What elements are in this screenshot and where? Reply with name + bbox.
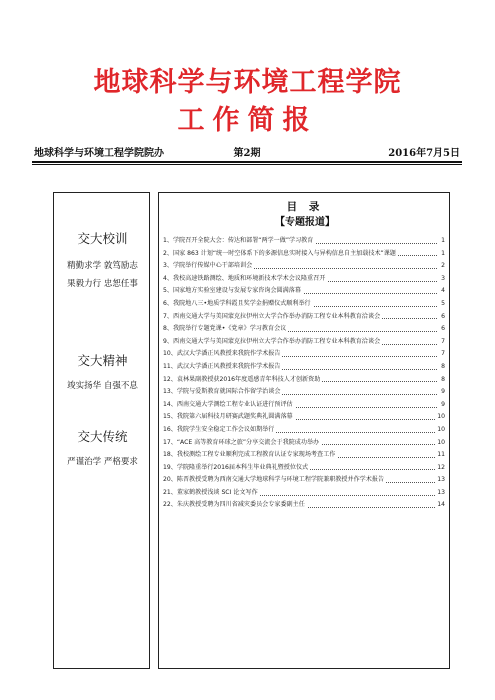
issue-date: 2016年7月5日 [388,148,460,159]
toc-page-number: 14 [437,501,445,509]
toc-page-number: 8 [441,362,445,370]
toc-item[interactable]: 13、学院与爱斯教育就国际合作留学治谈会 9 [163,388,445,396]
college-title: 地球科学与环境工程学院 [93,67,402,98]
toc-item[interactable]: 6、我院地八三•地质学科霞且奖学金捐赠仪式顺利举行 5 [163,299,445,307]
toc-title: 目 录 [286,201,324,213]
bulletin-title: 工作简报 [177,105,318,136]
spirit-heading: 交大精神 [77,353,128,368]
toc-item[interactable]: 22、朱庆教授受聘为四川省减灾委员会专家委副主任 14 [163,501,445,509]
issuing-office: 地球科学与环境工程学院院办 [34,148,164,159]
issue-number: 第2期 [233,148,261,159]
toc-item[interactable]: 16、我院学生安全稳定工作会议如期举行 10 [163,425,445,433]
toc-item[interactable]: 4、我校高速铁路测绘、地质和环境新技术学术会议隆重召开 3 [163,274,445,282]
spirit-line: 竣实扬华 自强不息 [67,381,138,391]
toc-item[interactable]: 12、袁林果副教授获2016年度遥感青年科技人才创新资助 8 [163,375,445,383]
toc-item[interactable]: 17、“ACE 高等教育环球之旅”分享交流会于我院成功举办 10 [163,438,445,446]
toc-page-number: 6 [441,325,445,333]
toc-page-number: 2 [441,262,445,270]
toc-section-heading: 【专题报道】 [275,217,335,228]
toc-item[interactable]: 10、武汉大学潘正风教授来我院作学术报告 7 [163,350,445,358]
toc-page-number: 1 [441,237,445,244]
motto-heading: 交大校训 [77,231,128,246]
header-rule-thick [32,161,462,163]
toc-item[interactable]: 3、学院举行传媒中心干部培训会 2 [163,262,445,270]
toc-item[interactable]: 18、我校测绘工程专业顺利完成工程教育认证专家现场考查工作 11 [163,451,445,459]
motto-sidebar [53,192,150,669]
toc-item[interactable]: 8、我院举行专题党课•《党章》学习教育会议 6 [163,325,445,333]
toc-item[interactable]: 14、西南交通大学测绘工程专业认证进行预评估 9 [163,400,445,408]
toc-page-number: 3 [441,274,445,282]
toc-item[interactable]: 19、学院隆重举行2016届本科生毕业典礼暨授位仪式 12 [163,463,445,471]
toc-item[interactable]: 9、西南交通大学与美国蒙克拉伊州立大学合作举办消防工程专业本科教育洽谈会 7 [163,337,445,345]
toc-page-number: 10 [437,425,445,433]
toc-item[interactable]: 2、国家 863 计划“统一时空体系下的多源信息实时接入与异构信息自主加载技术”课题 1 [163,249,445,257]
toc-list [163,237,445,514]
toc-page-number: 9 [441,388,445,396]
toc-page-number: 13 [437,488,445,496]
toc-item[interactable]: 15、我院第六届科技月研赛武题奖典礼圆满落幕 10 [163,413,445,421]
toc-page-number: 7 [441,350,445,358]
toc-page-number: 10 [437,413,445,421]
tradition-line: 严谨治学 严格要求 [67,457,138,467]
toc-page-number: 7 [441,337,445,345]
toc-page-number: 5 [441,299,445,307]
toc-item[interactable]: 7、西南交通大学与美国蒙克拉伊州立大学合作举办消防工程专业本科教育洽谈会 6 [163,312,445,320]
toc-page-number: 11 [437,451,445,459]
header-rule-thin [32,164,462,165]
toc-item[interactable]: 5、国家地方实验室建设与发展专家咨询会圆满落幕 4 [163,287,445,295]
toc-page-number: 10 [437,438,445,446]
tradition-heading: 交大传统 [77,429,128,444]
toc-page-number: 9 [441,400,445,408]
toc-page-number: 8 [441,375,445,383]
toc-page-number: 4 [441,287,445,295]
toc-page-number: 6 [441,312,445,320]
toc-item[interactable]: 1、学院召开全院大会：传达和部署“两学一做”学习教育 1 [163,237,445,244]
motto-line: 果毅力行 忠恕任事 [67,279,138,289]
toc-page-number: 13 [437,476,445,484]
toc-page-number: 12 [437,463,445,471]
motto-line: 精勤求学 敦笃励志 [67,261,138,271]
toc-page-number: 1 [441,249,445,257]
toc-item[interactable]: 11、武汉大学潘正风教授来我院作学术报告 8 [163,362,445,370]
info-bar [32,140,462,160]
table-of-contents [158,192,450,669]
toc-item[interactable]: 20、陈晋教授受聘为西南交通大学地球科学与环境工程学院兼职教授并作学术报告 13 [163,476,445,484]
toc-item[interactable]: 21、董家鹤教授浅谈 SCI 论文写作 13 [163,488,445,496]
